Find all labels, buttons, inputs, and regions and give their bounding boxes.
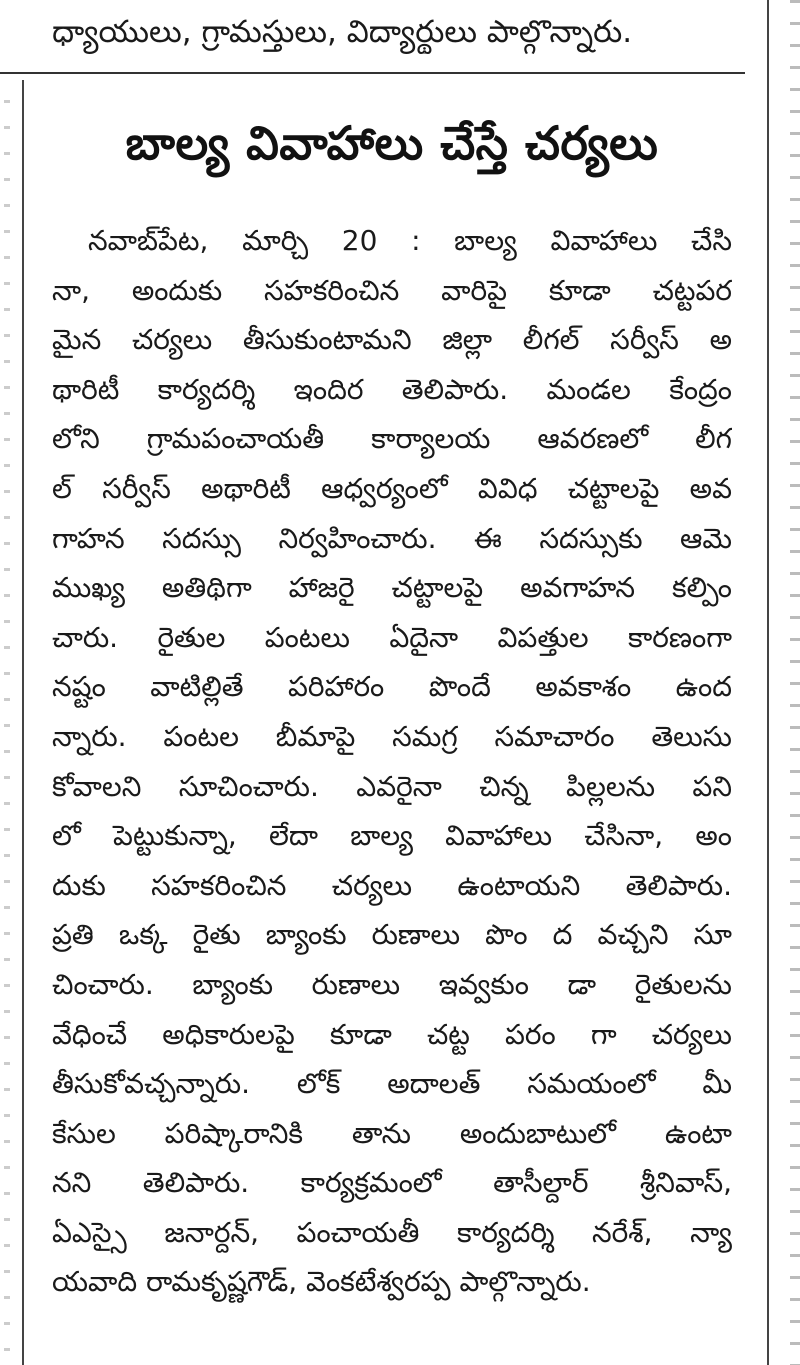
- article-line: ముఖ్య అతిథిగా హాజరై చట్టాలపై అవగాహన కల్పిం: [52, 571, 732, 605]
- article-line: ప్రతి ఒక్క రైతు బ్యాంకు రుణాలు పొం ద వచ్చని సూ: [52, 918, 732, 952]
- adjacent-column-edge-left: [4, 100, 10, 1365]
- article-line: ఏఎస్సై జనార్దన్, పంచాయతీ కార్యదర్శి నరేశ్, న్యా: [52, 1215, 732, 1249]
- previous-article-last-line: ధ్యాయులు, గ్రామస్తులు, విద్యార్థులు పాల్గొన్నారు.: [52, 14, 633, 50]
- column-rule-right: [767, 0, 769, 1365]
- article-headline: బాల్య వివాహాలు చేస్తే చర్యలు: [125, 116, 659, 170]
- article-line: గాహన సదస్సు నిర్వహించారు. ఈ సదస్సుకు ఆమె: [52, 521, 732, 555]
- article-line: కేసుల పరిష్కారానికి తాను అందుబాటులో ఉంటా: [52, 1116, 732, 1150]
- article-line: నా, అందుకు సహకరించిన వారిపై కూడా చట్టపర: [52, 273, 732, 307]
- article-line: వేధించే అధికారులపై కూడా చట్ట పరం గా చర్యలు: [52, 1017, 732, 1051]
- article-line: కోవాలని సూచించారు. ఎవరైనా చిన్న పిల్లలను పని: [52, 769, 732, 803]
- article-line: తీసుకోవచ్చన్నారు. లోక్ అదాలత్ సమయంలో మీ: [52, 1067, 732, 1101]
- article-line: థారిటీ కార్యదర్శి ఇందిర తెలిపారు. మండల కేంద్రం: [52, 372, 732, 406]
- article-line: లోని గ్రామపంచాయతీ కార్యాలయ ఆవరణలో లీగ: [52, 422, 732, 456]
- article-line: మైన చర్యలు తీసుకుంటామని జిల్లా లీగల్ సర్వీస్ అ: [52, 323, 732, 357]
- article-line: చించారు. బ్యాంకు రుణాలు ఇవ్వకుం డా రైతులను: [52, 967, 732, 1001]
- article-line: నని తెలిపారు. కార్యక్రమంలో తాసీల్దార్ శ్రీనివాస్,: [52, 1166, 732, 1200]
- adjacent-column-edge-right: [790, 0, 800, 1365]
- article-line: యవాది రామకృష్ణగౌడ్, వెంకటేశ్వరప్ప పాల్గొన్నారు.: [52, 1265, 591, 1299]
- article-line: చారు. రైతుల పంటలు ఏదైనా విపత్తుల కారణంగా: [52, 620, 732, 654]
- article-line: దుకు సహకరించిన చర్యలు ఉంటాయని తెలిపారు.: [52, 868, 732, 902]
- article-line: నష్టం వాటిల్లితే పరిహారం పొందే అవకాశం ఉంద: [52, 670, 732, 704]
- column-rule-left: [22, 80, 24, 1365]
- article-separator-rule: [0, 72, 745, 74]
- article-body: [52, 216, 732, 1307]
- article-line: లో పెట్టుకున్నా, లేదా బాల్య వివాహాలు చేసినా, అం: [52, 819, 732, 853]
- article-line: ల్ సర్వీస్ అథారిటీ ఆధ్వర్యంలో వివిధ చట్టాలపై అవ: [52, 471, 732, 505]
- article-line: నవాబ్‌పేట, మార్చి 20 : బాల్య వివాహాలు చేసి: [88, 224, 732, 257]
- article-line: న్నారు. పంటల బీమాపై సమగ్ర సమాచారం తెలుసు: [52, 719, 732, 753]
